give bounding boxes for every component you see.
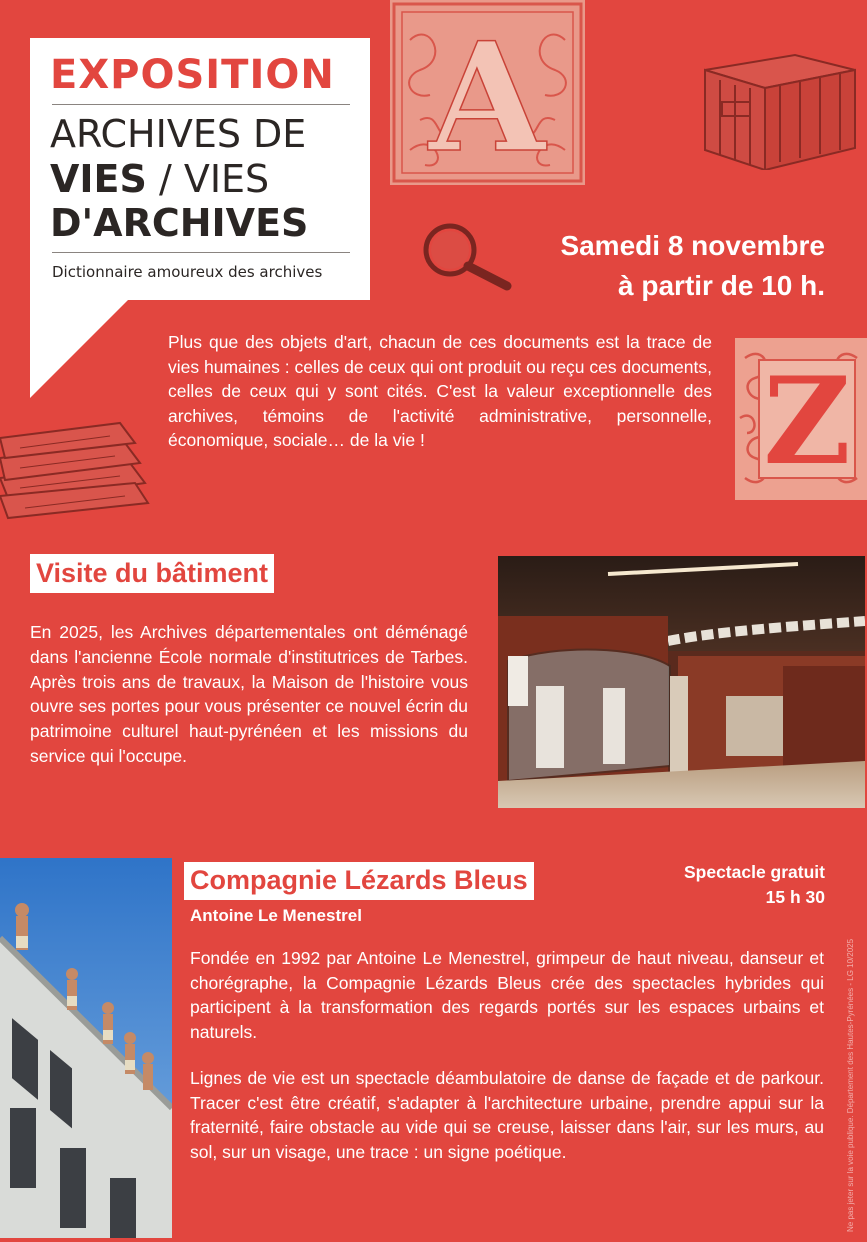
illuminated-letter-a-image bbox=[390, 0, 585, 185]
spectacle-badge bbox=[684, 860, 825, 910]
compagnie-paragraph-1: Fondée en 1992 par Antoine Le Menestrel, grimpeur de haut niveau, danseur et chorégraphe, la Compagnie Lézards Bleus crée des spectacles hybrides qui participent à la transformation des regards portés sur les espaces urbains et naturels. bbox=[190, 948, 824, 1042]
exposition-subtitle: Dictionnaire amoureux des archives bbox=[52, 263, 323, 281]
spectacle-time: 15 h 30 bbox=[765, 887, 825, 907]
title-card-tail bbox=[30, 298, 130, 398]
exposition-kicker: EXPOSITION bbox=[50, 52, 335, 98]
title-divider-top bbox=[52, 104, 350, 105]
visite-paragraph: En 2025, les Archives départementales ont déménagé dans l'ancienne École normale d'institutrices de Tarbes. Après trois ans de travaux, la Maison de l'histoire vous ouvre ses portes pour vous présenter ce nouvel écrin du patrimoine culturel haut-pyrénéen et les missions du service qui l'occupe. bbox=[30, 622, 468, 766]
letter-a-glyph: A bbox=[428, 10, 546, 185]
event-date-time: à partir de 10 h. bbox=[618, 270, 825, 301]
title-line-2-rest: / VIES bbox=[146, 157, 270, 201]
illuminated-letter-z-image bbox=[735, 338, 867, 500]
visite-section-title: Visite du bâtiment bbox=[30, 554, 274, 593]
building-interior-photo bbox=[498, 556, 865, 808]
letter-z-glyph: Z bbox=[763, 351, 851, 492]
title-line-2-bold: VIES bbox=[50, 157, 147, 201]
title-line-3: D'ARCHIVES bbox=[50, 201, 309, 245]
magnifying-glass-icon bbox=[412, 216, 522, 296]
title-line-1: ARCHIVES DE bbox=[50, 112, 307, 156]
climbers-on-facade-photo bbox=[0, 858, 172, 1238]
archive-box-illustration bbox=[700, 30, 860, 170]
legal-notice: Ne pas jeter sur la voie publique. Département des Hautes-Pyrénées - LG 10/2025 bbox=[846, 938, 855, 1232]
event-date-day: Samedi 8 novembre bbox=[560, 230, 825, 261]
exposition-title-card bbox=[30, 38, 370, 300]
compagnie-paragraph-2: Lignes de vie est un spectacle déambulatoire de danse de façade et de parkour. Tracer c'est être créatif, s'adapter à l'architecture urbaine, prendre appui sur la fraternité, faire obstacle au vide qui se creuse, laisser dans l'air, sur les murs, au sol, sur un visage, une trace : un signe poétique. bbox=[190, 1068, 824, 1162]
spectacle-free-label: Spectacle gratuit bbox=[683, 862, 825, 882]
compagnie-section-title: Compagnie Lézards Bleus bbox=[184, 862, 534, 900]
title-line-2 bbox=[50, 157, 269, 201]
title-divider-bottom bbox=[52, 252, 350, 253]
compagnie-artist-name: Antoine Le Menestrel bbox=[190, 906, 362, 925]
event-date bbox=[560, 226, 825, 306]
intro-paragraph: Plus que des objets d'art, chacun de ces documents est la trace de vies humaines : celles de ceux qui ont produit ou reçu ces documents, celles de ceux qui y sont cités. C'est la valeur exceptionnelle des archives, témoins de l'activité administrative, personnelle, économique, sociale… de la vie ! bbox=[168, 332, 712, 451]
newspaper-stack-illustration bbox=[0, 408, 150, 520]
